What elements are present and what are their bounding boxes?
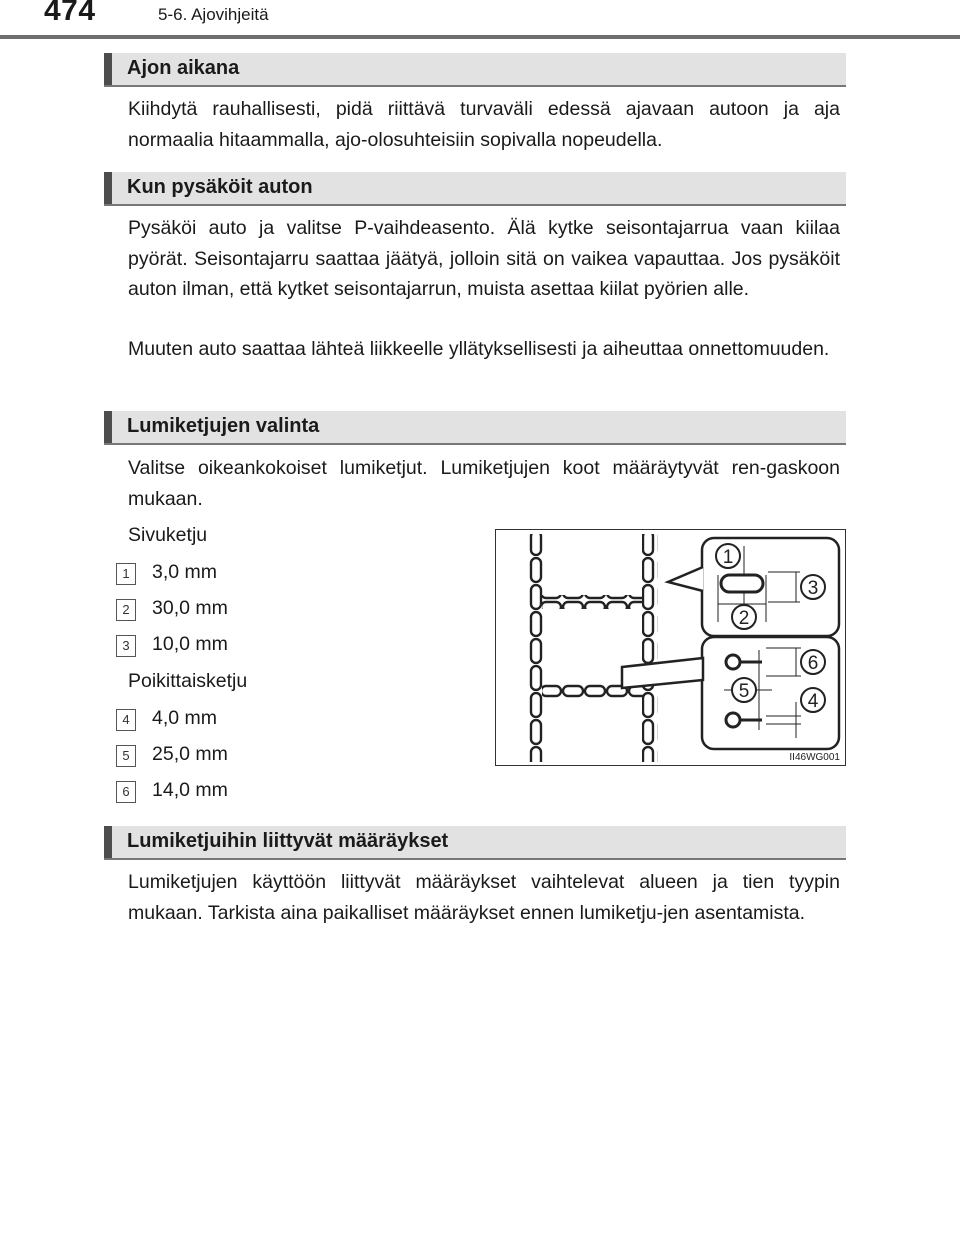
section-heading-label: Lumiketjuihin liittyvät määräykset: [127, 830, 449, 852]
section-accent: [104, 826, 112, 858]
callout-2: [732, 605, 756, 629]
callout-3: [801, 575, 825, 599]
spec-value: 14,0 mm: [152, 779, 228, 801]
side-chain-heading: Sivuketju: [128, 524, 208, 546]
paragraph: Kiihdytä rauhallisesti, pidä riittävä turvaväli edessä ajavaan autoon ja aja normaalia hitaammalla, ajo-olosuhteisiin sopivalla nopeudella.: [128, 98, 840, 151]
snow-chain-diagram: [495, 529, 846, 766]
svg-text:3: 3: [807, 578, 819, 599]
cross-chain-heading: Poikittaisketju: [128, 670, 248, 692]
section-heading-label: Lumiketjujen valinta: [127, 415, 320, 437]
paragraph: Pysäköi auto ja valitse P-vaihdeasento. Älä kytke seisontajarrua vaan kiilaa pyörät. Seisontajarru saattaa jäätyä, jolloin sitä on vaikea vapauttaa. Jos pysäköit auton ilman, että kytket seisontajarrun, muista asettaa kiilat pyörien alle.: [128, 217, 840, 300]
section-heading-kun-pysakoit: [104, 172, 846, 206]
spec-value: 4,0 mm: [152, 707, 218, 729]
svg-text:1: 1: [722, 547, 734, 568]
section-accent: [104, 172, 112, 204]
number-box: 6: [116, 781, 136, 803]
paragraph: Muuten auto saattaa lähteä liikkeelle yllätyksellisesti ja aiheuttaa onnettomuuden.: [128, 338, 830, 360]
number-box: 1: [116, 563, 136, 585]
section-heading-label: Ajon aikana: [127, 57, 240, 79]
spec-value: 30,0 mm: [152, 597, 228, 619]
section-heading-lumiketjujen-valinta: [104, 411, 846, 445]
section-heading-maaraykset: [104, 826, 846, 860]
svg-text:4: 4: [807, 691, 819, 712]
paragraph: Valitse oikeankokoiset lumiketjut. Lumiketjujen koot määräytyvät ren-gaskoon mukaan.: [128, 457, 840, 510]
chapter-title: 5-6. Ajovihjeitä: [158, 5, 269, 24]
callout-1: [716, 544, 740, 568]
number-box: 3: [116, 635, 136, 657]
section-accent: [104, 53, 112, 85]
snow-chain-illustration: [496, 530, 845, 765]
header-rule: [0, 35, 960, 39]
svg-text:5: 5: [738, 681, 750, 702]
number-box: 2: [116, 599, 136, 621]
spec-value: 25,0 mm: [152, 743, 228, 765]
spec-value: 10,0 mm: [152, 633, 228, 655]
section-accent: [104, 411, 112, 443]
svg-text:2: 2: [738, 608, 750, 629]
page-number: 474: [44, 0, 96, 27]
side-chain-left: [527, 534, 543, 762]
spec-value: 3,0 mm: [152, 561, 218, 583]
section-heading-label: Kun pysäköit auton: [127, 176, 313, 198]
number-box: 5: [116, 745, 136, 767]
cross-chain-top: [542, 595, 644, 609]
callout-4: [801, 688, 825, 712]
number-box: 4: [116, 709, 136, 731]
paragraph: Lumiketjujen käyttöön liittyvät määräykset vaihtelevat alueen ja tien tyypin mukaan. Tarkista aina paikalliset määräykset ennen lumiketju-jen asentamista.: [128, 871, 840, 924]
section-heading-ajon-aikana: [104, 53, 846, 87]
callout-5: [732, 678, 756, 702]
svg-text:6: 6: [807, 653, 819, 674]
figure-code: II46WG001: [789, 752, 840, 763]
callout-6: [801, 650, 825, 674]
side-chain-right: [642, 534, 658, 762]
